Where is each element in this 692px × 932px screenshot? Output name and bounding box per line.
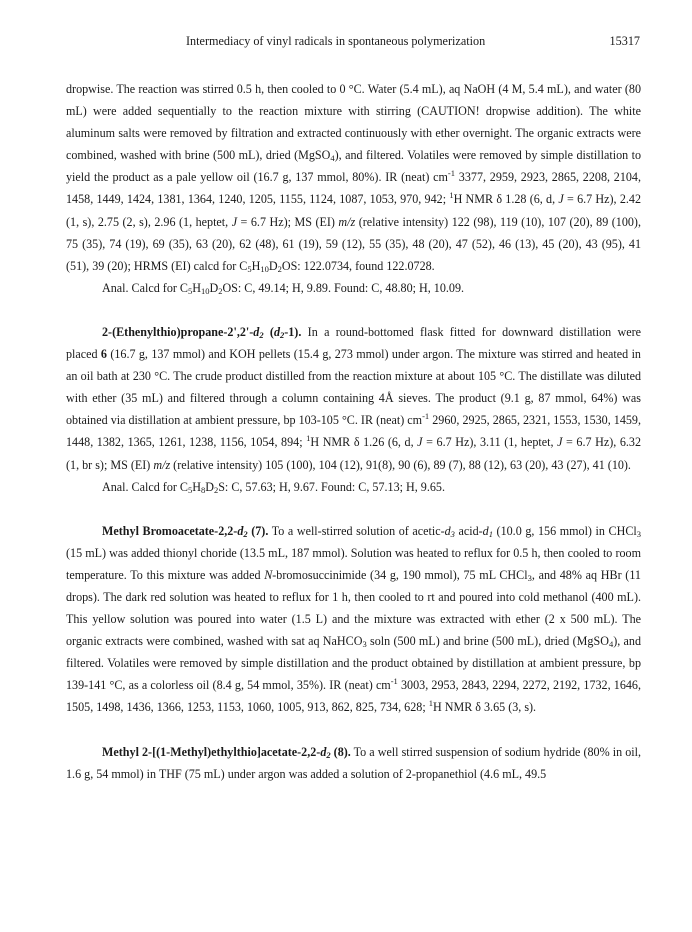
- compound-heading-3: Methyl $2-[(1-Methyl)ethylthio]acetate-2,2-d_2$ (8).: [102, 744, 351, 760]
- paragraph-methyl-ethylthio-acetate: Methyl $2-[(1-Methyl)ethylthio]acetate-2,2-d_2$ (8). To a well stirred suspension of sodium hydride (80% in oil, 1.6 g, 54 mmol) in THF (75 mL) under argon was added a solution of 2-propanethiol (4.6 mL, 49.5: [66, 744, 641, 781]
- paragraph-anal-2: Anal. Calcd for $C_5H_8D_2S$: C, 57.63; H, 9.67. Found: C, 57.13; H, 9.65.: [102, 479, 445, 495]
- compound-heading-1: $2-(Ethenylthio)propane-2',2'-d_2$ $(d_2-1)$.: [102, 324, 302, 340]
- paragraph-reduction-workup: dropwise. The reaction was stirred 0.5 h, then cooled to 0 °C. Water (5.4 mL), aq NaOH (4 M, 5.4 mL), and water (80 mL) were added sequentially to the reaction mixture with stirring (CAUTION! dropwise addition). The white aluminum salts were removed by filtration and extracted continuously with ether overnight. The organic extracts were combined, washed with brine (500 mL), dried (MgSO$_4$), and filtered. Volatiles were removed by simple distillation to yield the product as a pale yellow oil (16.7 g, 137 mmol, 80%). IR (neat) $cm^{-1}$ 3377, 2959, 2923, 2865, 2208, 2104, 1458, 1449, 1424, 1381, 1364, 1240, 1205, 1155, 1124, 1087, 1053, 970, 942; $^1$H NMR δ 1.28 (6, d, J = 6.7 Hz), 2.42 (1, s), 2.75 (2, s), 2.96 (1, heptet, J = 6.7 Hz); MS (EI) m/z (relative intensity) 122 (98), 119 (10), 107 (20), 89 (100), 75 (35), 74 (19), 69 (35), 63 (20), 62 (48), 61 (19), 59 (12), 55 (35), 48 (20), 47 (52), 46 (13), 45 (20), 43 (95), 41 (51), 39 (20); HRMS (EI) calcd for $C_5H_{10}D_2OS$: 122.0734, found 122.0728.: [66, 82, 642, 274]
- running-header: [100, 34, 640, 54]
- paragraph-anal-1: Anal. Calcd for $C_5H_{10}D_2OS$: C, 49.14; H, 9.89. Found: C, 48.80; H, 10.09.: [102, 280, 465, 296]
- paragraph-ethenylthio-propane: $2-(Ethenylthio)propane-2',2'-d_2$ $(d_2-1)$. In a round-bottomed flask fitted for downward distillation were placed 6 (16.7 g, 137 mmol) and KOH pellets (15.4 g, 273 mmol) under argon. The mixture was stirred and heated in an oil bath at 230 °C. The crude product distilled from the reaction mixture at about 105 °C. The distillate was diluted with ether (35 mL) and filtered through a column containing 4Å sieves. The product (9.1 g, 87 mmol, 64%) was obtained via distillation at ambient pressure, bp 103-105 °C. IR (neat) $cm^{-1}$ 2960, 2925, 2865, 2321, 1553, 1530, 1459, 1448, 1382, 1365, 1261, 1238, 1156, 1054, 894; $^1$H NMR δ 1.26 (6, d, J = 6.7 Hz), 3.11 (1, heptet, J = 6.7 Hz), 6.32 (1, br s); MS (EI) m/z (relative intensity) 105 (100), 104 (12), 91(8), 90 (6), 89 (7), 88 (12), 63 (20), 43 (27), 41 (10).: [66, 324, 642, 472]
- compound-heading-2: Methyl Bromoacetate-$2,2-d_2$ (7).: [102, 523, 269, 539]
- paragraph-methyl-bromoacetate: Methyl Bromoacetate-$2,2-d_2$ (7). To a well-stirred solution of acetic-$d_3$ acid-$d_1$ (10.0 g, 156 mmol) in CHCl$_3$ (15 mL) was added thionyl choride (13.5 mL, 187 mmol). Solution was heated to reflux for 0.5 h, then cooled to room temperature. To this mixture was added N-bromosuccinimide (34 g, 190 mmol), 75 mL CHCl$_3$, and 48% aq HBr (11 drops). The dark red solution was heated to reflux for 1 h, then cooled to rt and poured into cold methanol (400 mL). This yellow solution was poured into water (1.5 L) and the mixture was extracted with ether (2 x 500 mL). The organic extracts were combined, washed with sat aq NaHCO$_3$ soln (500 mL) and brine (500 mL), dried (MgSO$_4$), and filtered. Volatiles were removed by simple distillation and the product obtained by distillation at ambient pressure, bp 139-141 °C, as a colorless oil (8.4 g, 54 mmol, 35%). IR (neat) $cm^{-1}$ 3003, 2953, 2843, 2294, 2272, 2192, 1732, 1646, 1505, 1498, 1436, 1366, 1253, 1153, 1060, 1005, 913, 862, 825, 734, 628; $^1$H NMR δ 3.65 (3, s).: [66, 523, 642, 715]
- page-number: 15317: [609, 34, 640, 48]
- article-body: [66, 78, 641, 785]
- running-title: Intermediacy of vinyl radicals in spontaneous polymerization: [186, 34, 486, 48]
